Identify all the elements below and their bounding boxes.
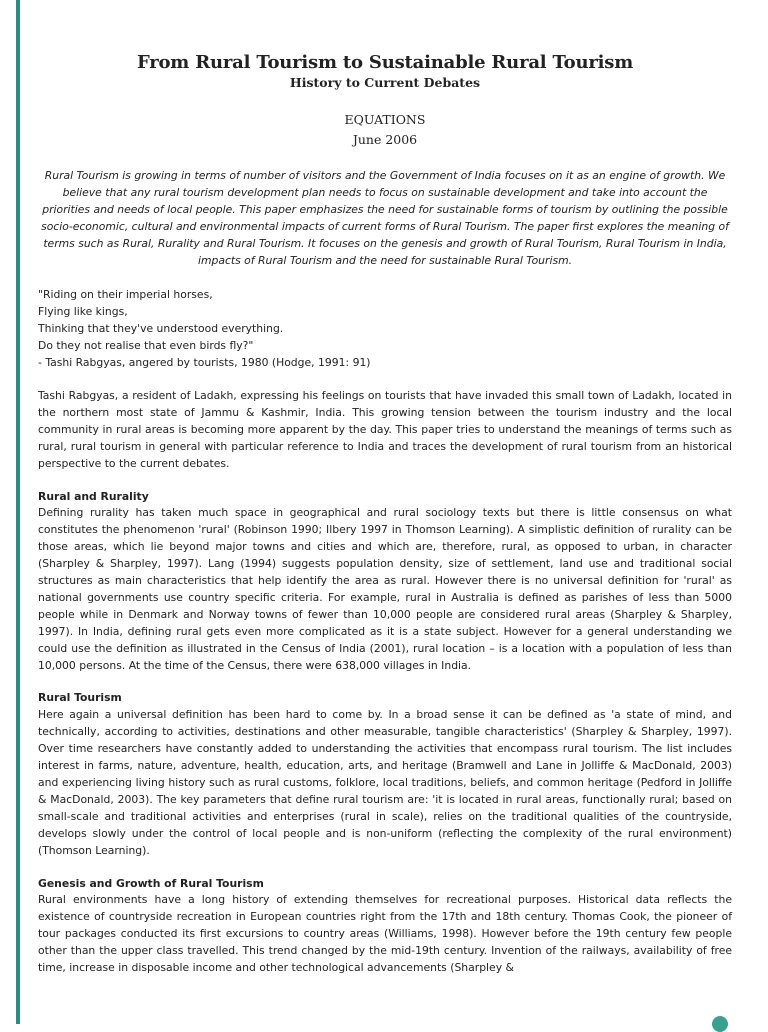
document-subtitle: History to Current Debates [289, 75, 481, 90]
organization-name: EQUATIONS [344, 112, 426, 127]
intro-paragraph: Tashi Rabgyas, a resident of Ladakh, expressing his feelings on tourists that have invaded this small town of Ladakh, located in the northern most state of Jammu & Kashmir, India. This growing tension between the tourism industry and the local community in rural areas is becoming more apparent by the day. This paper tries to understand the meanings of terms such as rural, rural tourism in general with particular reference to India and traces the development of rural tourism from an historical perspective to the current debates. [38, 388, 732, 470]
poem-line: Do they not realise that even birds fly?" [38, 339, 254, 353]
section-body: Rural environments have a long history of extending themselves for recreational purposes. Historical data reflects the existence of countryside recreation in European countries right from the 17th and 18th century. Thomas Cook, the pioneer of tour packages conducted its first excursions to country areas (Williams, 1998). However before the 19th century few people other than the upper class travelled. This trend changed by the mid-19th century. Invention of the railways, availability of free time, increase in disposable income and other technological advancements (Sharpley & [38, 893, 732, 975]
document-title: From Rural Tourism to Sustainable Rural Tourism [136, 52, 634, 73]
section-body: Defining rurality has taken much space in geographical and rural sociology texts but there is little consensus on what constitutes the phenomenon 'rural' (Robinson 1990; Ilbery 1997 in Thomson Learning). A simplistic definition of rurality can be those areas, which lie beyond major towns and cities and which are, therefore, rural, as opposed to urban, in character (Sharpley & Sharpley, 1997). Lang (1994) suggests population density, size of settlement, land use and traditional social structures as main characteristics that help identify the area as rural. However there is no universal definition for 'rural' as national governments use country specific criteria. For example, rural in Australia is defined as parishes of less than 5000 people while in Denmark and Norway towns of fewer than 10,000 people are considered rural areas (Sharpley & Sharpley, 1997). In India, defining rural gets even more complicated as it is a state subject. However for a general understanding we could use the definition as illustrated in the Census of India (2001), rural location – is a location with a population of less than 10,000 persons. At the time of the Census, there were 638,000 villages in India. [38, 506, 732, 672]
poem-line: Flying like kings, [38, 305, 128, 319]
poem-line: "Riding on their imperial horses, [38, 288, 213, 302]
left-margin-rule [16, 0, 20, 1024]
section-genesis-and-growth [38, 876, 732, 977]
section-rural-tourism [38, 690, 732, 859]
section-heading: Rural Tourism [38, 691, 122, 705]
poem-attribution: - Tashi Rabgyas, angered by tourists, 1980 (Hodge, 1991: 91) [38, 356, 371, 370]
corner-badge-icon [712, 1016, 728, 1032]
section-heading: Genesis and Growth of Rural Tourism [38, 876, 264, 890]
abstract: Rural Tourism is growing in terms of number of visitors and the Government of India focuses on it as an engine of growth. We believe that any rural tourism development plan needs to focus on sustainable development and take into account the priorities and needs of local people. This paper emphasizes the need for sustainable forms of tourism by outlining the possible socio-economic, cultural and environmental impacts of current forms of Rural Tourism. The paper first explores the meaning of terms such as Rural, Rurality and Rural Tourism. It focuses on the genesis and growth of Rural Tourism, Rural Tourism in India, impacts of Rural Tourism and the need for sustainable Rural Tourism. [41, 169, 729, 267]
section-rural-and-rurality [38, 489, 732, 675]
publication-date: June 2006 [352, 132, 418, 147]
document-page [38, 40, 732, 993]
section-body: Here again a universal definition has been hard to come by. In a broad sense it can be defined as 'a state of mind, and technically, according to activities, destinations and other measurable, tangible characteristics' (Sharpley & Sharpley, 1997). Over time researchers have constantly added to understanding the activities that encompass rural tourism. The list includes interest in farms, nature, adventure, health, education, arts, and heritage (Bramwell and Lane in Jolliffe & MacDonald, 2003) and experiencing living history such as rural customs, folklore, local traditions, beliefs, and common heritage (Pedford in Jolliffe & MacDonald, 2003). The key parameters that define rural tourism are: 'it is located in rural areas, functionally rural; based on small-scale and traditional activities and enterprises (rural in scale), relies on the traditional qualities of the countryside, develops slowly under the control of local people and is non-uniform (reflecting the complexity of the rural environment) (Thomson Learning). [38, 708, 732, 857]
epigraph-poem [38, 287, 732, 372]
section-heading: Rural and Rurality [38, 489, 149, 503]
poem-line: Thinking that they've understood everything. [38, 322, 284, 336]
